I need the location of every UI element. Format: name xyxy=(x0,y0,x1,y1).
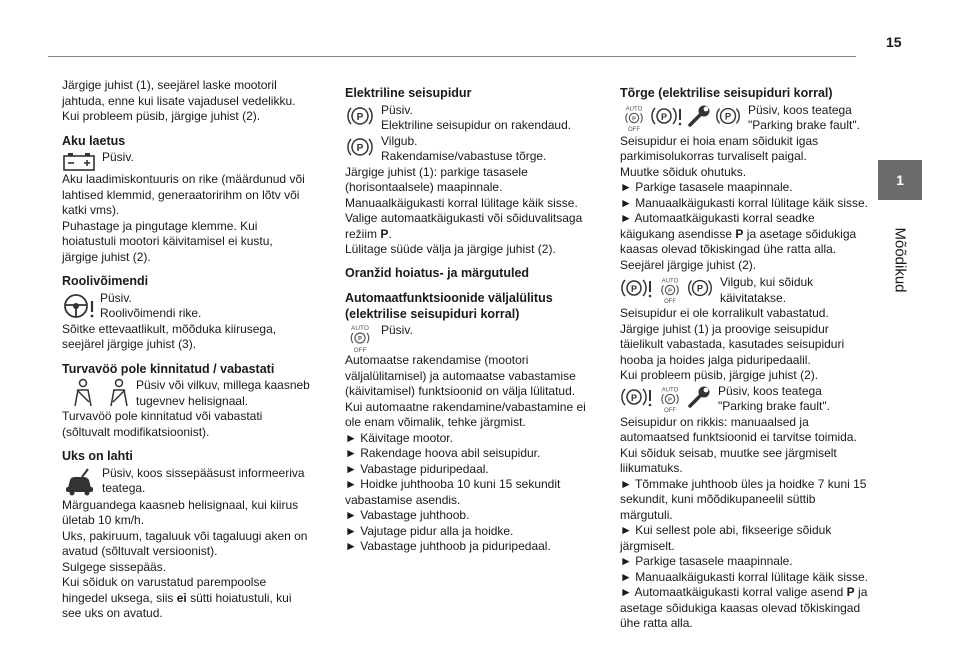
fault-2-text: Seisupidur ei ole korralikult vabastatud. xyxy=(620,306,829,320)
fault-heading: Tõrge (elektrilise seisupiduri korral) xyxy=(620,86,833,100)
bullet-item: ► Käivitage mootor. xyxy=(345,430,453,445)
seatbelt-passenger-icon xyxy=(108,378,130,408)
epb-text-3: Manuaalkäigukasti korral lülitage käik sisse. Valige automaatkäigukasti või sõiduvalitsaga režiim P. xyxy=(345,195,583,241)
fault-3-row xyxy=(620,384,870,415)
fault-1-text-2: Muutke sõiduk ohutuks. xyxy=(620,164,747,179)
auto-heading: Automaatfunktsioonide väljalülitus (elektrilise seisupiduri korral) xyxy=(345,291,553,321)
parking-brake-warning-icon xyxy=(650,103,684,133)
battery-state: Püsiv. xyxy=(102,150,134,164)
bullet-item: ► Vabastage piduripedaal. xyxy=(345,461,489,476)
auto-row xyxy=(345,323,595,353)
fault-2-row xyxy=(620,275,870,306)
fault-3-text-2: Kui sõiduk seisab, muutke see järgmiselt liikumatuks. xyxy=(620,445,837,475)
svg-text:P: P xyxy=(660,111,668,122)
svg-text:OFF: OFF xyxy=(663,407,677,414)
bullet-item: ► Parkige tasasele maapinnale. xyxy=(620,180,793,194)
bullet-item: ► Tõmmake juhthoob üles ja hoidke 7 kuni 15 sekundit, kuni mõõdikupaneelil süttib märgutuli. xyxy=(620,476,867,522)
seatbelt-heading: Turvavöö pole kinnitatud / vabastati xyxy=(62,361,275,376)
column-1 xyxy=(62,78,312,622)
epb-heading: Elektriline seisupidur xyxy=(345,86,472,100)
parking-brake-icon xyxy=(686,275,714,305)
bullet-item: ► Rakendage hoova abil seisupidur. xyxy=(345,446,541,460)
svg-text:AUTO: AUTO xyxy=(625,106,643,113)
door-row xyxy=(62,466,312,498)
bullet-item: ► Parkige tasasele maapinnale. xyxy=(620,554,793,568)
svg-text:P: P xyxy=(356,111,364,123)
fault-2-text-2: Järgige juhist (1) ja proovige seisupidur täielikult vabastada, kasutades seisupiduri hooba ja hoides jalga piduripedaalil. xyxy=(620,321,845,367)
svg-text:P: P xyxy=(357,336,363,343)
battery-text-2: Puhastage ja pingutage klemme. Kui hoiatustuli mootori käivitamisel ei kustu, järgige juhist (2). xyxy=(62,218,273,264)
seatbelt-text-2: Turvavöö pole kinnitatud või vabastati (sõltuvalt modifikatsioonist). xyxy=(62,409,263,439)
bullet-item: ► Vajutage pidur alla ja hoidke. xyxy=(345,523,514,538)
auto-off-icon xyxy=(656,384,684,414)
svg-text:P: P xyxy=(356,142,364,154)
header-rule xyxy=(48,56,856,57)
battery-text: Aku laadimiskontuuris on rike (määrdunud või lahtised klemmid, generaatoririhm on lõtv või katki vms). xyxy=(62,172,305,217)
steering-heading: Roolivõimendi xyxy=(62,274,149,288)
bullet-item: ► Kui sellest pole abi, fikseerige sõiduk järgmiselt. xyxy=(620,523,832,553)
seatbelt-row xyxy=(62,378,312,409)
parking-brake-warning-icon xyxy=(620,275,654,305)
steering-wheel-warning-icon xyxy=(62,291,96,321)
bullet-item: ► Manuaalkäigukasti korral lülitage käik sisse. xyxy=(620,569,868,584)
auto-off-icon xyxy=(345,323,375,353)
parking-brake-icon xyxy=(714,103,742,133)
bullet-item: ► Automaatkäigukasti korral seadke käigukang asendisse P ja asetage sõidukiga kaasas olevad tõkiskingad ühe ratta alla. xyxy=(620,211,857,256)
auto-state: Püsiv. xyxy=(381,323,413,337)
parking-brake-warning-icon xyxy=(620,384,654,414)
epb-text-2: Järgige juhist (1): parkige tasasele (horisontaalsele) maapinnale. xyxy=(345,164,528,194)
bullet-item: ► Manuaalkäigukasti korral lülitage käik sisse. xyxy=(620,195,868,210)
svg-text:P: P xyxy=(696,283,704,294)
door-text-2: Märguandega kaasneb helisignaal, kui kiirus ületab 10 km/h. xyxy=(62,497,299,527)
steering-text-2: Sõitke ettevaatlikult, mõõduka kiirusega, seejärel järgige juhist (3). xyxy=(62,321,277,351)
parking-brake-icon xyxy=(345,103,375,129)
steering-state: Püsiv. xyxy=(100,290,132,305)
auto-off-icon xyxy=(620,103,648,133)
svg-text:AUTO: AUTO xyxy=(661,278,679,285)
epb-blink-text: Rakendamise/vabastuse tõrge. xyxy=(381,149,547,163)
epb-row xyxy=(345,103,595,134)
svg-text:OFF: OFF xyxy=(663,299,677,305)
page-number: 15 xyxy=(886,34,902,50)
svg-text:AUTO: AUTO xyxy=(351,325,369,332)
intro-text: Järgige juhist (1), seejärel laske mootoril jahtuda, enne kui lisate vajadusel vedelikku. Kui probleem püsib, järgige juhist (2). xyxy=(62,78,296,123)
bullet-item: ► Hoidke juhthooba 10 kuni 15 sekundit vabastamise asendis. xyxy=(345,477,561,507)
svg-text:AUTO: AUTO xyxy=(661,387,679,394)
bullet-item: ► Vabastage juhthoob. xyxy=(345,508,470,522)
chapter-title-text: Mõõdikud xyxy=(891,227,909,293)
epb-text-4: Lülitage süüde välja ja järgige juhist (2). xyxy=(345,242,556,256)
epb-text: Elektriline seisupidur on rakendaud. xyxy=(381,118,572,132)
steering-text: Roolivõimendi rike. xyxy=(100,306,202,320)
orange-heading: Oranžid hoiatus- ja märgutuled xyxy=(345,265,530,280)
svg-text:P: P xyxy=(632,115,636,122)
fault-2-text-3: Kui probleem püsib, järgige juhist (2). xyxy=(620,368,819,382)
door-text-3: Uks, pakiruum, tagaluuk või tagaluugi aken on avatud (sõltuvalt versioonist). xyxy=(62,528,308,558)
auto-off-icon xyxy=(656,275,684,305)
fault-2-state: Vilgub, kui sõiduk käivitatakse. xyxy=(720,275,814,305)
wrench-icon xyxy=(686,103,712,133)
fault-1-state: Püsiv, koos teatega "Parking brake fault". xyxy=(748,102,860,132)
fault-1-row xyxy=(620,103,870,134)
open-door-icon xyxy=(62,466,96,498)
bullet-item: ► Automaatkäigukasti korral valige asend P ja asetage sõidukiga kaasas olevad tõkiskingad ühe ratta alla. xyxy=(620,585,868,630)
battery-heading: Aku laetus xyxy=(62,133,126,148)
svg-text:P: P xyxy=(724,111,732,122)
epb-state: Püsiv. xyxy=(381,102,413,117)
svg-text:P: P xyxy=(668,288,672,295)
seatbelt-text: Püsiv või vilkuv, millega kaasneb tugevnev helisignaal. xyxy=(136,378,310,408)
door-heading: Uks on lahti xyxy=(62,449,133,463)
auto-text: Automaatse rakendamise (mootori väljalülitamisel) ja automaatse vabastamise (käivitamisel) funktsioonid on välja lülitatud. xyxy=(345,353,576,398)
fault-3-text: Seisupidur on rikkis: manuaalsed ja automaatsed funktsioonid ei tarvitse toimida. xyxy=(620,414,857,444)
svg-text:P: P xyxy=(630,284,638,294)
chapter-tab[interactable]: 1 xyxy=(878,160,922,200)
fault-3-state: Püsiv, koos teatega "Parking brake fault". xyxy=(718,383,830,413)
battery-icon xyxy=(62,150,96,172)
svg-text:P: P xyxy=(630,392,638,403)
svg-text:OFF: OFF xyxy=(353,347,367,353)
fault-1-text: Seisupidur ei hoia enam sõidukit igas parkimisolukorras turvaliselt paigal. xyxy=(620,133,819,163)
door-text: Püsiv, koos sissepääsust informeeriva teatega. xyxy=(102,465,305,495)
column-3 xyxy=(620,86,870,632)
battery-row xyxy=(62,150,312,172)
epb-blink-row xyxy=(345,134,595,165)
svg-text:OFF: OFF xyxy=(627,126,641,133)
bullet-item: ► Vabastage juhthoob ja piduripedaal. xyxy=(345,539,551,553)
door-text-5: Kui sõiduk on varustatud parempoolse hingedel uksega, siis ei sütti hoiatustuli, kui see uks on avatud. xyxy=(62,575,292,620)
seatbelt-driver-icon xyxy=(72,378,94,408)
column-2 xyxy=(345,86,595,555)
auto-bullets xyxy=(345,431,595,555)
parking-brake-blink-icon xyxy=(345,134,375,160)
wrench-icon xyxy=(686,384,712,414)
chapter-title xyxy=(880,215,920,305)
auto-text-2: Kui automaatne rakendamine/vabastamine ei ole enam võimalik, tehke järgmist. xyxy=(345,399,586,429)
fault-1-text-3: Seejärel järgige juhist (2). xyxy=(620,257,757,272)
epb-blink-state: Vilgub. xyxy=(381,133,418,148)
svg-text:P: P xyxy=(668,396,672,403)
door-text-4: Sulgege sissepääs. xyxy=(62,559,167,574)
steering-row xyxy=(62,291,312,322)
